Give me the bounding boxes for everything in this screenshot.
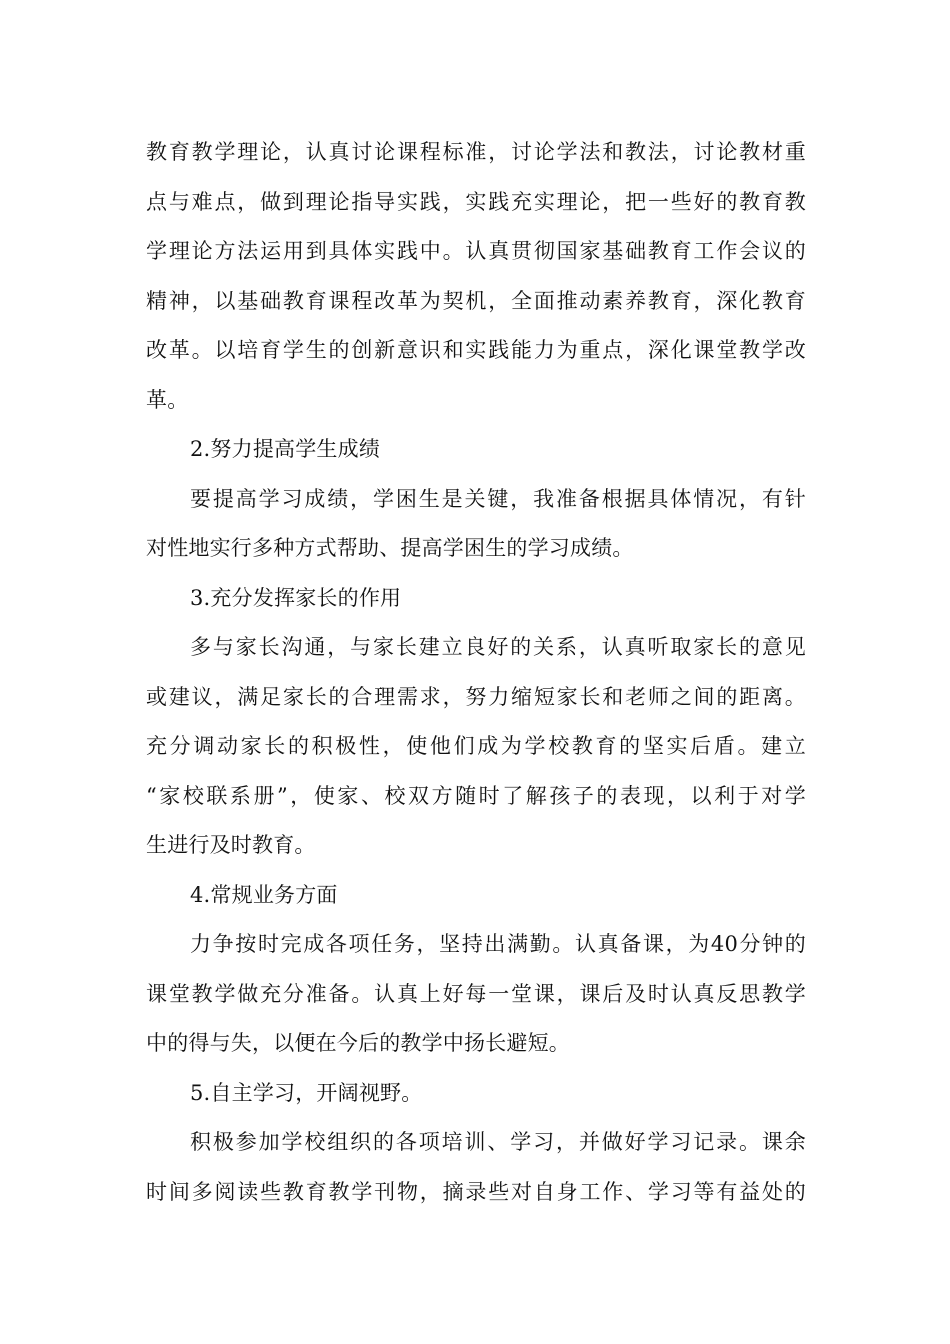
text-line: 精神，以基础教育课程改革为契机，全面推动素养教育，深化教育 <box>146 288 806 313</box>
text-line: 革。 <box>146 387 189 412</box>
text-line: 课堂教学做充分准备。认真上好每一堂课，课后及时认真反思教学 <box>146 981 806 1006</box>
text-line: 点与难点，做到理论指导实践，实践充实理论，把一些好的教育教 <box>146 189 806 214</box>
text-line: 多与家长沟通，与家长建立良好的关系，认真听取家长的意见 <box>190 635 806 659</box>
section-heading: 2.努力提高学生成绩 <box>190 437 381 461</box>
text-line: 学理论方法运用到具体实践中。认真贯彻国家基础教育工作会议的 <box>146 239 806 263</box>
section-heading: 4.常规业务方面 <box>190 882 338 907</box>
text-line: 改革。以培育学生的创新意识和实践能力为重点，深化课堂教学改 <box>146 338 806 362</box>
text-line: 充分调动家长的积极性，使他们成为学校教育的坚实后盾。建立 <box>146 734 806 758</box>
text-line: 时间多阅读些教育教学刊物，摘录些对自身工作、学习等有益处的 <box>146 1179 806 1204</box>
text-line: 教育教学理论，认真讨论课程标准，讨论学法和教法，讨论教材重 <box>146 140 806 164</box>
text-line: 中的得与失，以便在今后的教学中扬长避短。 <box>146 1031 570 1055</box>
document-body <box>146 128 806 1217</box>
text-line: 生进行及时教育。 <box>146 833 316 857</box>
text-line: 积极参加学校组织的各项培训、学习，并做好学习记录。课余 <box>190 1130 806 1154</box>
section-heading: 3.充分发挥家长的作用 <box>190 585 402 610</box>
section-heading: 5.自主学习，开阔视野。 <box>190 1080 423 1105</box>
text-line: “家校联系册”，使家、校双方随时了解孩子的表现，以利于对学 <box>146 783 806 808</box>
text-line: 要提高学习成绩，学困生是关键，我准备根据具体情况，有针 <box>190 486 806 511</box>
text-line: 或建议，满足家长的合理需求，努力缩短家长和老师之间的距离。 <box>146 684 806 709</box>
text-line: 力争按时完成各项任务，坚持出满勤。认真备课，为40分钟的 <box>190 932 806 956</box>
text-line: 对性地实行多种方式帮助、提高学困生的学习成绩。 <box>146 536 634 560</box>
